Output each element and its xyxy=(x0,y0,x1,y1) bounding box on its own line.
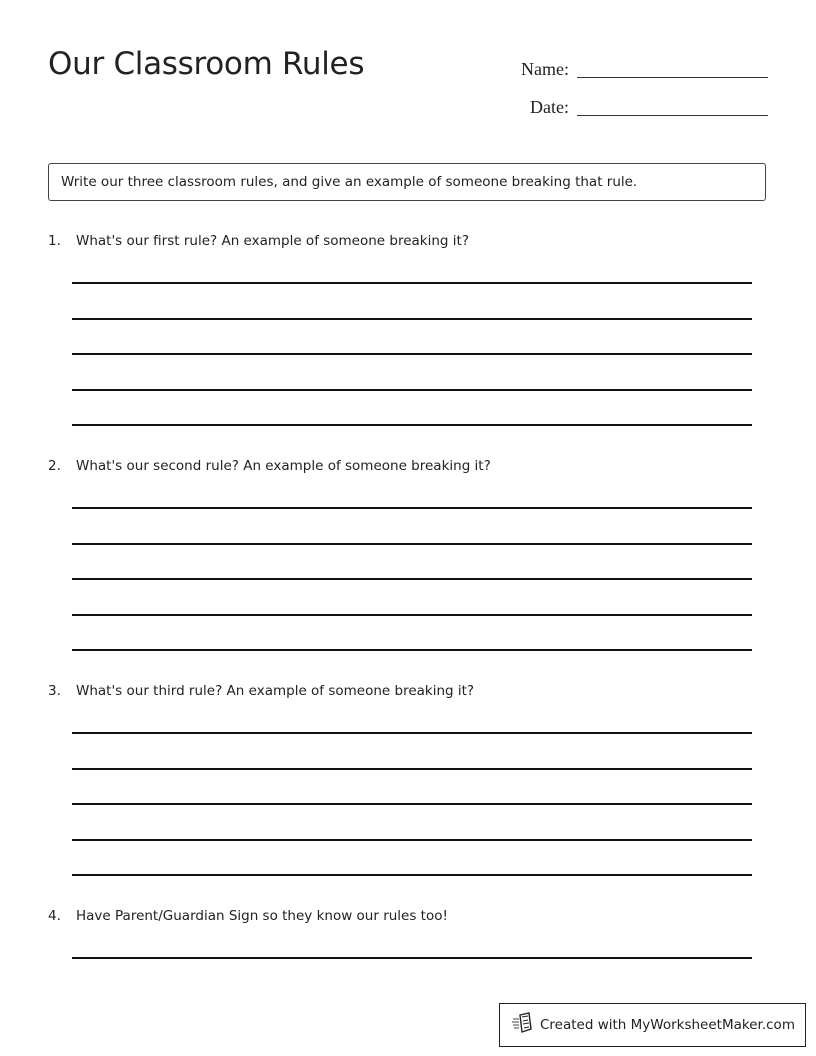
question-3 xyxy=(48,683,768,699)
answer-line[interactable] xyxy=(72,614,752,616)
answer-line[interactable] xyxy=(72,389,752,391)
answer-line[interactable] xyxy=(72,803,752,805)
answer-line[interactable] xyxy=(72,353,752,355)
answer-line[interactable] xyxy=(72,282,752,284)
question-text: Have Parent/Guardian Sign so they know our rules too! xyxy=(76,908,448,924)
name-label: Name: xyxy=(521,59,569,79)
answer-line[interactable] xyxy=(72,874,752,876)
date-input-line[interactable] xyxy=(577,115,768,116)
answer-line[interactable] xyxy=(72,957,752,959)
date-field[interactable] xyxy=(530,90,768,116)
question-text: What's our third rule? An example of someone breaking it? xyxy=(76,683,475,699)
question-number: 4. xyxy=(48,908,61,924)
answer-line[interactable] xyxy=(72,578,752,580)
answer-line[interactable] xyxy=(72,507,752,509)
question-1 xyxy=(48,233,768,249)
answer-line[interactable] xyxy=(72,839,752,841)
question-text: What's our first rule? An example of someone breaking it? xyxy=(76,233,469,249)
answer-line[interactable] xyxy=(72,649,752,651)
answer-line[interactable] xyxy=(72,318,752,320)
question-2 xyxy=(48,458,768,474)
question-number: 2. xyxy=(48,458,61,474)
question-number: 1. xyxy=(48,233,61,249)
created-with-badge[interactable] xyxy=(499,1003,806,1047)
answer-line[interactable] xyxy=(72,732,752,734)
date-label: Date: xyxy=(530,97,569,117)
page-title: Our Classroom Rules xyxy=(48,46,365,82)
question-4 xyxy=(48,908,768,924)
instructions-box: Write our three classroom rules, and give an example of someone breaking that rule. xyxy=(48,163,766,201)
answer-line[interactable] xyxy=(72,543,752,545)
badge-text[interactable]: Created with MyWorksheetMaker.com xyxy=(540,1017,795,1033)
answer-line[interactable] xyxy=(72,768,752,770)
answer-line[interactable] xyxy=(72,424,752,426)
question-number: 3. xyxy=(48,683,61,699)
name-field[interactable] xyxy=(521,52,768,78)
name-input-line[interactable] xyxy=(577,77,768,78)
question-text: What's our second rule? An example of someone breaking it? xyxy=(76,458,491,474)
book-logo-icon xyxy=(512,1012,540,1038)
